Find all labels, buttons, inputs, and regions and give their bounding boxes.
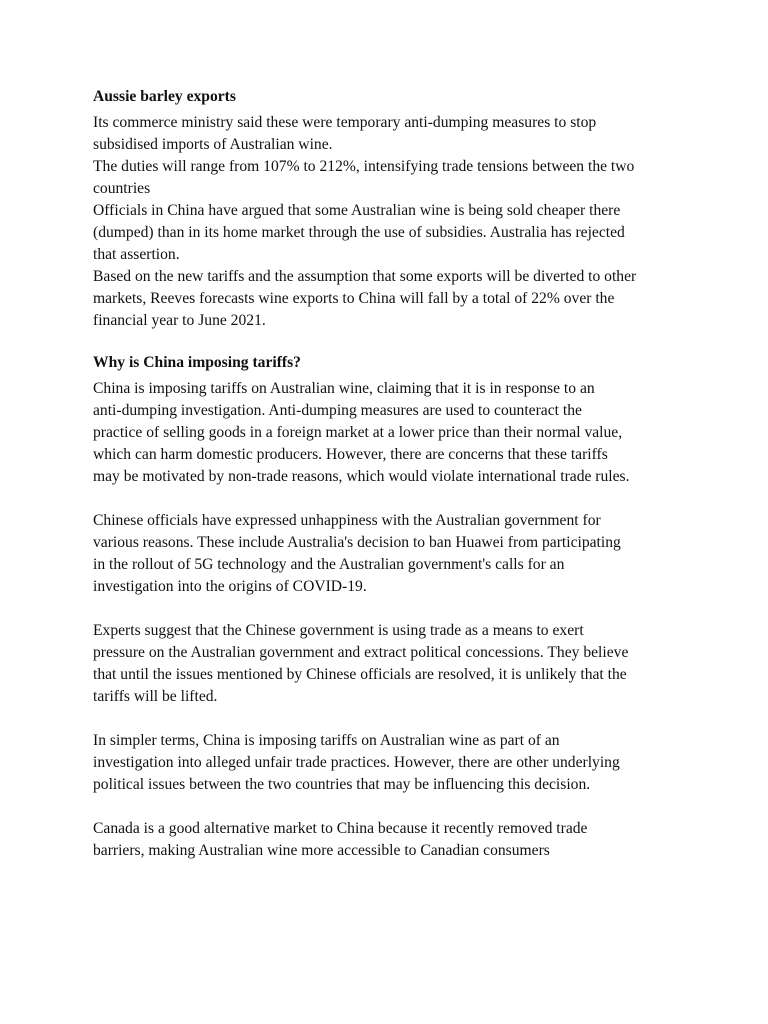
text-line: Chinese officials have expressed unhappiness with the Australian government for bbox=[93, 512, 601, 529]
text-line: that until the issues mentioned by Chinese officials are resolved, it is unlikely that the bbox=[93, 666, 627, 683]
paragraph-tariffs-3 bbox=[93, 620, 693, 708]
text-line: in the rollout of 5G technology and the Australian government's calls for an bbox=[93, 556, 565, 573]
spacer bbox=[93, 598, 693, 620]
text-line: markets, Reeves forecasts wine exports to China will fall by a total of 22% over the bbox=[93, 290, 615, 307]
spacer bbox=[93, 796, 693, 818]
text-line: Based on the new tariffs and the assumption that some exports will be diverted to other bbox=[93, 268, 637, 285]
document-body bbox=[93, 86, 693, 862]
text-line: political issues between the two countries that may be influencing this decision. bbox=[93, 776, 591, 793]
text-line: pressure on the Australian government and extract political concessions. They believe bbox=[93, 644, 629, 661]
section-heading-tariffs: Why is China imposing tariffs? bbox=[93, 354, 301, 371]
text-line: Its commerce ministry said these were temporary anti-dumping measures to stop bbox=[93, 114, 597, 131]
text-line: financial year to June 2021. bbox=[93, 312, 266, 329]
text-line: tariffs will be lifted. bbox=[93, 688, 218, 705]
text-line: subsidised imports of Australian wine. bbox=[93, 136, 333, 153]
spacer bbox=[93, 332, 693, 352]
text-line: various reasons. These include Australia's decision to ban Huawei from participating bbox=[93, 534, 621, 551]
text-line: The duties will range from 107% to 212%, intensifying trade tensions between the two bbox=[93, 158, 635, 175]
text-line: countries bbox=[93, 180, 151, 197]
text-line: In simpler terms, China is imposing tariffs on Australian wine as part of an bbox=[93, 732, 560, 749]
paragraph-tariffs-2 bbox=[93, 510, 693, 598]
text-line: investigation into the origins of COVID-19. bbox=[93, 578, 367, 595]
text-line: Experts suggest that the Chinese government is using trade as a means to exert bbox=[93, 622, 584, 639]
text-line: (dumped) than in its home market through the use of subsidies. Australia has rejected bbox=[93, 224, 625, 241]
text-line: Officials in China have argued that some Australian wine is being sold cheaper there bbox=[93, 202, 621, 219]
spacer bbox=[93, 708, 693, 730]
paragraph-tariffs-1 bbox=[93, 378, 693, 488]
text-line: practice of selling goods in a foreign market at a lower price than their normal value, bbox=[93, 424, 623, 441]
spacer bbox=[93, 488, 693, 510]
paragraph-tariffs-4 bbox=[93, 730, 693, 796]
section-heading-barley: Aussie barley exports bbox=[93, 88, 236, 105]
text-line: may be motivated by non-trade reasons, which would violate international trade rules. bbox=[93, 468, 630, 485]
paragraph-tariffs-5 bbox=[93, 818, 693, 862]
text-line: Canada is a good alternative market to China because it recently removed trade bbox=[93, 820, 588, 837]
text-line: that assertion. bbox=[93, 246, 180, 263]
text-line: China is imposing tariffs on Australian wine, claiming that it is in response to an bbox=[93, 380, 595, 397]
paragraph-barley bbox=[93, 112, 693, 332]
text-line: anti-dumping investigation. Anti-dumping measures are used to counteract the bbox=[93, 402, 582, 419]
text-line: barriers, making Australian wine more accessible to Canadian consumers bbox=[93, 842, 550, 859]
text-line: which can harm domestic producers. However, there are concerns that these tariffs bbox=[93, 446, 608, 463]
text-line: investigation into alleged unfair trade practices. However, there are other underlying bbox=[93, 754, 620, 771]
